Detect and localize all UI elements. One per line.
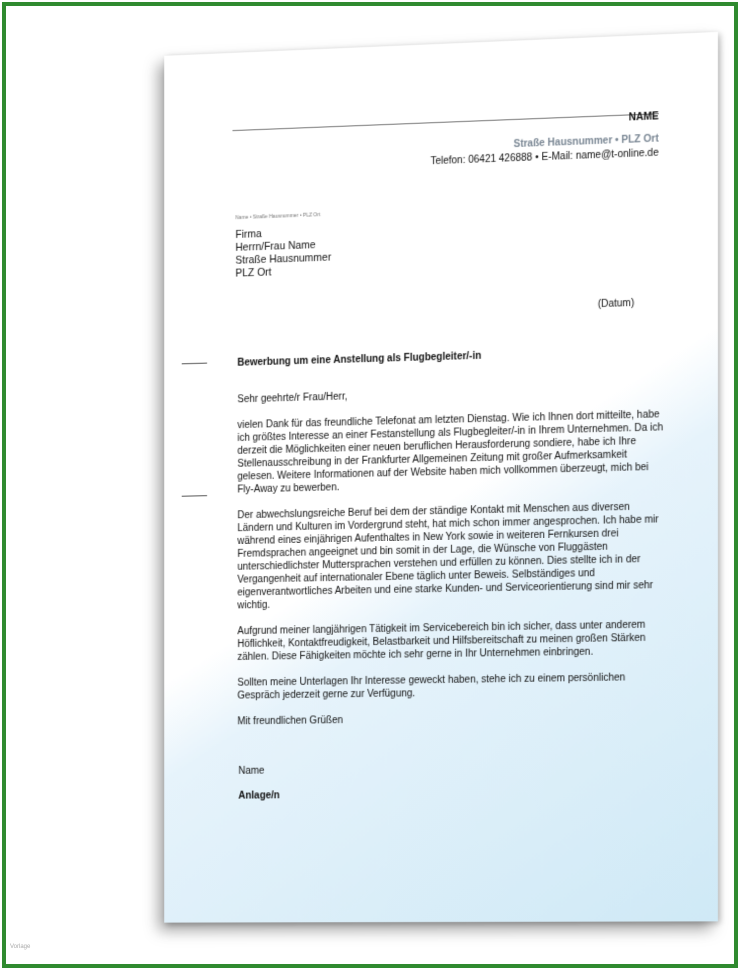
body-paragraph: Aufgrund meiner langjährigen Tätigkeit im Servicebereich bin ich sicher, dass unter anderem Höflichkeit, Kontaktfreudigkeit, Belastbarkeit und Hilfsbereitschaft zu meinen großen Stärken zählen. Diese Fähigkeiten möchte ich sehr gerne in Ihr Unternehmen einbringen. [237, 619, 646, 663]
fold-mark [182, 363, 207, 365]
sender-contact: Telefon: 06421 426888 • E-Mail: name@t-online.de [430, 147, 659, 168]
salutation: Sehr geehrte/r Frau/Herr, [237, 391, 348, 406]
letter-body [237, 382, 666, 741]
letter-subject: Bewerbung um eine Anstellung als Flugbegleiter/-in [237, 350, 482, 369]
attachment-note: Anlage/n [238, 790, 280, 802]
letter-date: (Datum) [597, 297, 635, 311]
recipient-line: Herrn/Frau Name [235, 239, 316, 254]
body-paragraph: vielen Dank für das freundliche Telefonat am letzten Dienstag. Wie ich Ihnen dort mitteilte, habe ich größtes Interesse an einer Festanstellung als Flugbegleiter/-in in Ihrem Unternehmen. Da ich derzeit die Möglichkeiten einer neuen beruflichen Herausforderung sondiere, habe ich Ihre Stellenausschreibung in der Frankfurter Allgemeinen Zeitung mit großer Aufmerksamkeit gelesen. Weitere Informationen auf der Website haben mich vollkommen überzeugt, mich bei Fly-Away zu bewerben. [237, 409, 664, 496]
header-rule [232, 113, 658, 131]
sender-name: NAME [628, 111, 659, 124]
recipient-line: PLZ Ort [235, 266, 272, 280]
document-page [164, 32, 718, 923]
signature-name: Name [238, 765, 265, 777]
recipient-line: Firma [235, 228, 262, 241]
return-address-line: Name • Straße Hausnummer • PLZ Ort [235, 212, 321, 222]
sender-street: Straße Hausnummer • PLZ Ort [513, 133, 659, 151]
punch-mark [182, 495, 207, 497]
body-paragraph: Der abwechslungsreiche Beruf bei dem der ständige Kontakt mit Menschen aus diversen Ländern und Kulturen im Vordergrund steht, hat mich schon immer angesprochen. Ich habe mir während eines einjährigen Aufenthaltes in New York sowie in weiteren Fernkursen drei Fremdsprachen angeeignet und bin somit in der Lage, die Wünsche von Fluggästen unterschiedlichster Muttersprachen verstehen und erfüllen zu können. Dies stellte ich in der Vergangenheit auf internationaler Ebene täglich unter Beweis. Selbständiges und eigenverantwortliches Arbeiten und eine starke Kunden- und Serviceorientierung sind mir sehr wichtig. [237, 501, 659, 612]
closing: Mit freundlichen Grüßen [237, 715, 343, 728]
body-paragraph: Sollten meine Unterlagen Ihr Interesse geweckt haben, stehe ich zu einem persönlichen Gespräch jederzeit gerne zur Verfügung. [237, 672, 626, 702]
recipient-line: Straße Hausnummer [235, 251, 332, 267]
document-page-wrapper [164, 32, 718, 923]
watermark: Vorlage [10, 944, 31, 950]
recipient-address [235, 226, 331, 281]
